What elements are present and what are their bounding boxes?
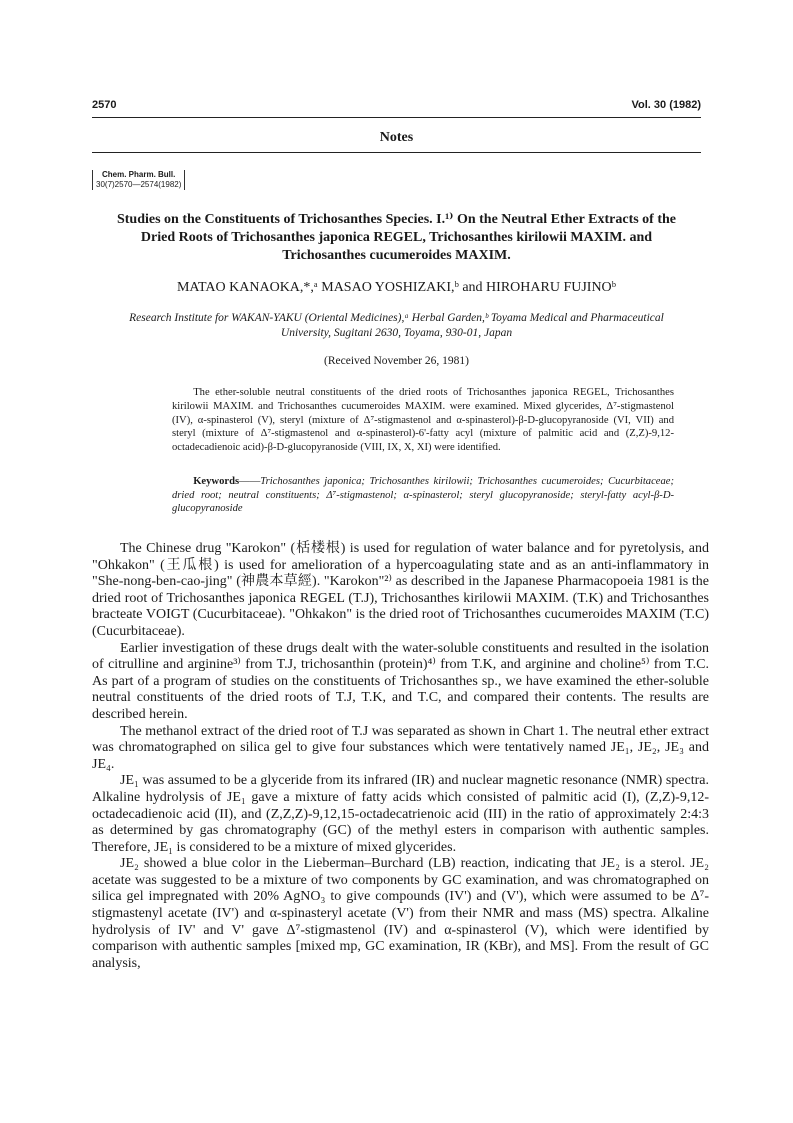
body-paragraph: JE₂ showed a blue color in the Lieberman–Burchard (LB) reaction, indicating that JE₂ is a sterol. JE₂ acetate was suggested to be a mixture of two components by GC examination, and was chromatographed on silica gel impregnated with 20% AgNO₃ to give compounds (IV') and (V'), which were assumed to be Δ⁷-stigmastenyl acetate (IV') and α-spinasteryl acetate (V') from their NMR and mass (MS) spectra. Alkaline hydrolysis of IV' and V' gave Δ⁷-stigmastenol (IV) and α-spinasterol (V), which were identified by comparison with authentic samples [mixed mp, GC examination, IR (KBr), and MS]. From the result of GC analysis, [92,856,709,971]
volume-label: Vol. 30 (1982) [631,99,701,111]
keywords-text: Trichosanthes japonica; Trichosanthes kirilowii; Trichosanthes cucumeroides; Cucurbitaceae; dried root; neutral constituents; Δ⁷-stigmastenol; α-spinasterol; steryl glucopyranoside; steryl-fatty acyl-β-D-glucopyranoside [172,476,674,515]
keywords: Keywords——Trichosanthes japonica; Trichosanthes kirilowii; Trichosanthes cucumeroides; Cucurbitaceae; dried root; neutral constituents; Δ⁷-stigmastenol; α-spinasterol; steryl glucopyranoside; steryl-fatty acyl-β-D-glucopyranoside [172,476,674,515]
abstract-text: The ether-soluble neutral constituents of the dried roots of Trichosanthes japonica REGEL, Trichosanthes kirilowii MAXIM. and Trichosanthes cucumeroides MAXIM. were examined. Mixed glycerides, Δ⁷-stigmastenol (IV), α-spinasterol (V), steryl (mixture of Δ⁷-stigmastenol and α-spinasterol)-β-D-glucopyranoside (VI, VII) and steryl (mixture of Δ⁷-stigmastenol and α-spinasterol)-6'-fatty acyl (mixture of palmitic acid and (Z,Z)-9,12-octadecadienoic acid)-β-D-glucopyranoside (VIII, IX, X, XI) were identified. [172,387,674,454]
body-paragraph: The Chinese drug "Karokon" (栝楼根) is used for regulation of water balance and for pyretolysis, and "Ohkakon" (王瓜根) is used for amelioration of a hypercoagulating state and as an anti-inflammatory in "She-nong-ben-cao-jing" (神農本草經). "Karokon"²⁾ as described in the Japanese Pharmacopoeia 1981 is the dried root of Trichosanthes japonica REGEL (T.J), Trichosanthes kirilowii MAXIM. (T.K) and Trichosanthes bracteate VOIGT (Cucurbitaceae). "Ohkakon" is the dried root of Trichosanthes cucumeroides MAXIM (T.C) (Cucurbitaceae). [92,541,709,639]
body-paragraph: The methanol extract of the dried root of T.J was separated as shown in Chart 1. The neutral ether extract was chromatographed on silica gel to give four substances which were tentatively named JE₁, JE₂, JE₃ and JE₄. [92,723,709,772]
citation-journal: Chem. Pharm. Bull. [102,170,176,179]
abstract [172,386,674,455]
citation-reference: 30(7)2570—2574(1982) [96,180,182,189]
body-paragraph: Earlier investigation of these drugs dealt with the water-soluble constituents and resulted in the isolation of citrulline and arginine³⁾ from T.J, trichosanthin (protein)⁴⁾ from T.K, and arginine and choline⁵⁾ from T.C. As part of a program of studies on the constituents of Trichosanthes sp., we have examined the ether-soluble neutral constituents of the dried roots of T.J, T.K, and T.C, and compared their contents. The results are described herein. [92,640,709,722]
article-title: Studies on the Constituents of Trichosanthes Species. I.¹⁾ On the Neutral Ether Extracts of the Dried Roots of Trichosanthes japonica REGEL, Trichosanthes kirilowii MAXIM. and Trichosanthes cucumeroides MAXIM. [116,212,677,263]
article-affiliation: Research Institute for WAKAN-YAKU (Oriental Medicines),ᵃ Herbal Garden,ᵇ Toyama Medical and Pharmaceutical University, Sugitani 2630, Toyama, 930-01, Japan [129,312,664,339]
article-authors: MATAO KANAOKA,*,ᵃ MASAO YOSHIZAKI,ᵇ and HIROHARU FUJINOᵇ [176,280,617,295]
received-date: (Received November 26, 1981) [324,355,469,367]
section-rule [92,152,701,153]
keywords-label: Keywords [193,476,240,487]
citation-box [92,170,185,190]
body-paragraph: JE₁ was assumed to be a glyceride from its infrared (IR) and nuclear magnetic resonance (NMR) spectra. Alkaline hydrolysis of JE₁ gave a mixture of fatty acids which consisted of palmitic acid (I), (Z,Z)-9,12-octadecadienoic acid (II), and (Z,Z,Z)-9,12,15-octadecatrienoic acid (III) in the ratio of approximately 2:4:3 as determined by gas chromatography (GC) of the methyl esters in comparison with authentic samples. Therefore, JE₁ is considered to be a mixture of mixed glycerides. [92,773,709,855]
body-text [92,541,709,972]
page-number: 2570 [92,99,117,111]
header-rule [92,117,701,118]
section-heading: Notes [379,130,414,145]
